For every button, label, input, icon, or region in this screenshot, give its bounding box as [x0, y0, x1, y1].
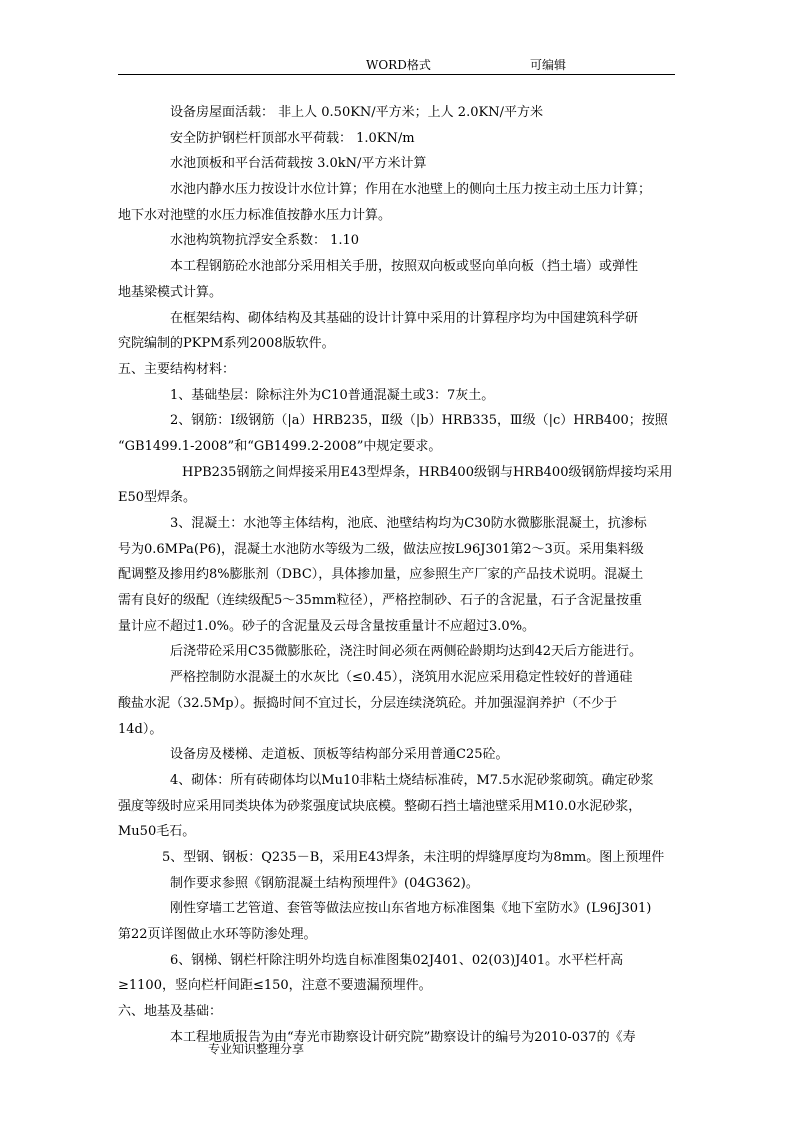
text-line: “GB1499.1-2008”和“GB1499.2-2008”中规定要求。	[118, 438, 442, 454]
text-line: 安全防护钢栏杆顶部水平荷载： 1.0KN/m	[170, 130, 415, 146]
text-line: 地基梁模式计算。	[118, 284, 223, 300]
text-line: 号为0.6MPa(P6)，混凝土水池防水等级为二级，做法应按L96J301第2～3页。采用集料级	[118, 541, 644, 557]
text-line: 强度等级时应采用同类块体为砂浆强度试块底模。整砌石挡土墙池壁采用M10.0水泥砂浆，	[118, 798, 642, 814]
text-line: 制作要求参照《钢筋混凝土结构预埋件》(04G362)。	[170, 875, 479, 891]
text-line: 后浇带砼采用C35微膨胀砼，浇注时间必须在两侧砼龄期均达到42天后方能进行。	[170, 644, 643, 660]
text-line: 设备房屋面活载： 非上人 0.50KN/平方米；上人 2.0KN/平方米	[170, 105, 543, 120]
text-line: E50型焊条。	[118, 490, 197, 506]
text-line: 水池顶板和平台活荷载按 3.0kN/平方米计算	[170, 156, 427, 172]
text-line: 2、钢筋：Ⅰ级钢筋（|a）HRB235，Ⅱ级（|b）HRB335，Ⅲ级（|c）HRB400；按照	[170, 413, 668, 429]
header-editable-label: 可编辑	[530, 58, 567, 72]
text-line: 究院编制的PKPM系列2008版软件。	[118, 336, 335, 352]
text-line: 刚性穿墙工艺管道、套管等做法应按山东省地方标准图集《地下室防水》(L96J301)	[170, 901, 652, 917]
page-header	[118, 56, 675, 74]
document-body	[118, 100, 675, 1050]
text-line: 第22页详图做止水环等防渗处理。	[118, 927, 317, 942]
text-line: 酸盐水泥（32.5Mp）。振捣时间不宜过长，分层连续浇筑砼。并加强湿润养护（不少于	[118, 695, 618, 711]
text-line: 五、主要结构材料：	[118, 361, 236, 377]
text-line: 地下水对池壁的水压力标准值按静水压力计算。	[118, 207, 392, 223]
header-rule	[118, 74, 675, 75]
text-line: 严格控制防水混凝土的水灰比（≤0.45），浇筑用水泥应采用稳定性较好的普通硅	[170, 670, 633, 686]
text-line: HPB235钢筋之间焊接采用E43型焊条，HRB400级钢与HRB400级钢筋焊接均采用	[182, 464, 673, 480]
text-line: 在框架结构、砌体结构及其基础的设计计算中采用的计算程序均为中国建筑科学研	[170, 310, 639, 326]
text-line: ≥1100，竖向栏杆间距≤150，注意不要遗漏预埋件。	[118, 978, 432, 994]
text-line: 3、混凝土：水池等主体结构，池底、池壁结构均为C30防水微膨胀混凝土，抗渗标	[170, 516, 647, 531]
text-line: 需有良好的级配（连续级配5～35mm粒径），严格控制砂、石子的含泥量，石子含泥量按重	[118, 593, 642, 609]
page-footer: 专业知识整理分享	[208, 1042, 305, 1056]
text-line: 4、砌体：所有砖砌体均以Mu10非粘土烧结标准砖，M7.5水泥砂浆砌筑。确定砂浆	[170, 772, 654, 788]
text-line: 水池构筑物抗浮安全系数： 1.10	[170, 233, 360, 249]
text-line: 1、基础垫层：除标注外为C10普通混凝土或3：7灰土。	[170, 387, 495, 403]
text-line: 6、钢梯、钢栏杆除注明外均选自标准图集02J401、02(03)J401。水平栏杆高	[170, 952, 624, 968]
text-line: 5、型钢、钢板：Q235－B，采用E43焊条，未注明的焊缝厚度均为8mm。图上预埋件	[162, 849, 665, 865]
text-line: 设备房及楼梯、走道板、顶板等结构部分采用普通C25砼。	[170, 747, 509, 763]
text-line: 配调整及掺用约8%膨胀剂（DBC），具体掺加量，应参照生产厂家的产品技术说明。混凝土	[118, 567, 644, 583]
text-line: 六、地基及基础：	[118, 1004, 223, 1020]
text-line: 本工程钢筋砼水池部分采用相关手册，按照双向板或竖向单向板（挡土墙）或弹性	[170, 259, 639, 275]
text-line: 14d）。	[118, 721, 163, 737]
header-format-label: WORD格式	[366, 58, 431, 72]
text-line: Mu50毛石。	[118, 824, 196, 840]
text-line: 量计应不超过1.0%。砂子的含泥量及云母含量按重量计不应超过3.0%。	[118, 618, 536, 634]
text-line: 水池内静水压力按设计水位计算；作用在水池壁上的侧向土压力按主动土压力计算；	[170, 182, 652, 198]
text-line: 本工程地质报告为由“寿光市勘察设计研究院”勘察设计的编号为2010-037的《寿	[170, 1029, 636, 1045]
